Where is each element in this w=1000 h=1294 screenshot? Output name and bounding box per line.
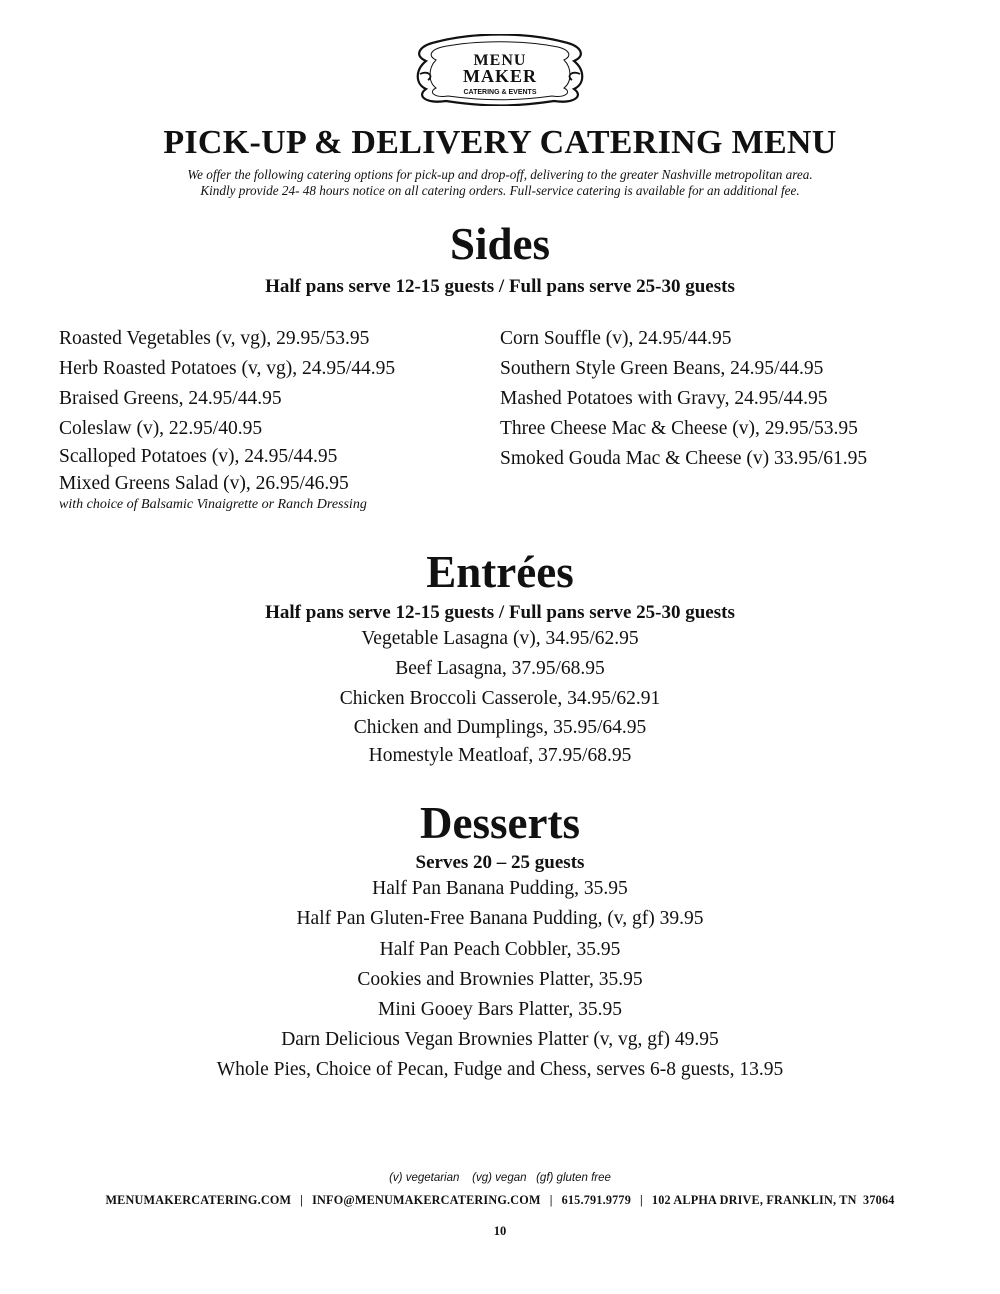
separator: |	[640, 1193, 643, 1207]
desserts-serve-note: Serves 20 – 25 guests	[415, 852, 585, 873]
dessert-item: Whole Pies, Choice of Pecan, Fudge and Chess, serves 6-8 guests, 13.95	[216, 1059, 784, 1080]
side-item: Mixed Greens Salad (v), 26.95/46.95	[59, 473, 349, 494]
side-item: Corn Souffle (v), 24.95/44.95	[500, 328, 732, 349]
side-item: Southern Style Green Beans, 24.95/44.95	[500, 358, 824, 379]
entree-item: Vegetable Lasagna (v), 34.95/62.95	[361, 628, 639, 649]
dressing-note: with choice of Balsamic Vinaigrette or Ranch Dressing	[59, 497, 367, 512]
entree-item: Homestyle Meatloaf, 37.95/68.95	[368, 745, 632, 766]
entrees-serve-note: Half pans serve 12-15 guests / Full pans serve 25-30 guests	[265, 602, 735, 623]
desserts-heading: Desserts	[420, 798, 580, 848]
sides-heading: Sides	[449, 219, 551, 269]
contact-footer	[0, 1193, 1000, 1208]
page-number: 10	[493, 1224, 507, 1238]
dessert-item: Half Pan Banana Pudding, 35.95	[372, 878, 628, 899]
side-item: Scalloped Potatoes (v), 24.95/44.95	[59, 446, 338, 467]
email-link[interactable]: INFO@MENUMAKERCATERING.COM	[312, 1193, 541, 1207]
side-item: Coleslaw (v), 22.95/40.95	[59, 418, 263, 439]
side-item: Herb Roasted Potatoes (v, vg), 24.95/44.95	[59, 358, 396, 379]
entree-item: Chicken Broccoli Casserole, 34.95/62.91	[339, 688, 661, 709]
sides-left-column	[59, 324, 395, 526]
page-title: PICK-UP & DELIVERY CATERING MENU	[163, 124, 837, 161]
dessert-item: Half Pan Gluten-Free Banana Pudding, (v, gf) 39.95	[296, 908, 704, 929]
entree-item: Beef Lasagna, 37.95/68.95	[395, 658, 605, 679]
entrees-heading: Entrées	[426, 547, 574, 597]
intro-line-2: Kindly provide 24- 48 hours notice on all catering orders. Full-service catering is available for an additional fee.	[200, 183, 800, 198]
phone-number: 615.791.9779	[561, 1193, 632, 1207]
sides-serve-note: Half pans serve 12-15 guests / Full pans serve 25-30 guests	[265, 276, 735, 297]
dessert-item: Mini Gooey Bars Platter, 35.95	[377, 999, 623, 1020]
side-item: Mashed Potatoes with Gravy, 24.95/44.95	[500, 388, 828, 409]
logo-frame-icon	[414, 34, 586, 106]
dietary-legend: (v) vegetarian (vg) vegan (gf) gluten free	[389, 1172, 611, 1184]
side-item: Roasted Vegetables (v, vg), 29.95/53.95	[59, 328, 370, 349]
svg-text:MAKER: MAKER	[463, 66, 537, 86]
entree-item: Chicken and Dumplings, 35.95/64.95	[353, 717, 647, 738]
intro-line-1: We offer the following catering options for pick-up and drop-off, delivering to the greater Nashville metropolitan area.	[187, 167, 813, 182]
desserts-list	[0, 874, 1000, 1085]
address: 102 ALPHA DRIVE, FRANKLIN, TN 37064	[651, 1193, 895, 1207]
sides-right-column	[500, 324, 867, 474]
side-item: Three Cheese Mac & Cheese (v), 29.95/53.95	[500, 418, 858, 439]
dessert-item: Darn Delicious Vegan Brownies Platter (v, vg, gf) 49.95	[281, 1029, 719, 1050]
separator: |	[549, 1193, 553, 1207]
svg-text:MENU: MENU	[473, 52, 527, 69]
dessert-item: Half Pan Peach Cobbler, 35.95	[379, 939, 621, 960]
side-item: Smoked Gouda Mac & Cheese (v) 33.95/61.95	[500, 448, 868, 469]
side-item: Braised Greens, 24.95/44.95	[59, 388, 282, 409]
menu-maker-logo	[414, 34, 586, 106]
website-link[interactable]: MENUMAKERCATERING.COM	[105, 1193, 292, 1207]
svg-text:CATERING & EVENTS: CATERING & EVENTS	[463, 89, 537, 96]
dessert-item: Cookies and Brownies Platter, 35.95	[357, 969, 643, 990]
separator: |	[300, 1193, 304, 1207]
intro-text	[0, 167, 1000, 199]
entrees-list	[0, 624, 1000, 771]
